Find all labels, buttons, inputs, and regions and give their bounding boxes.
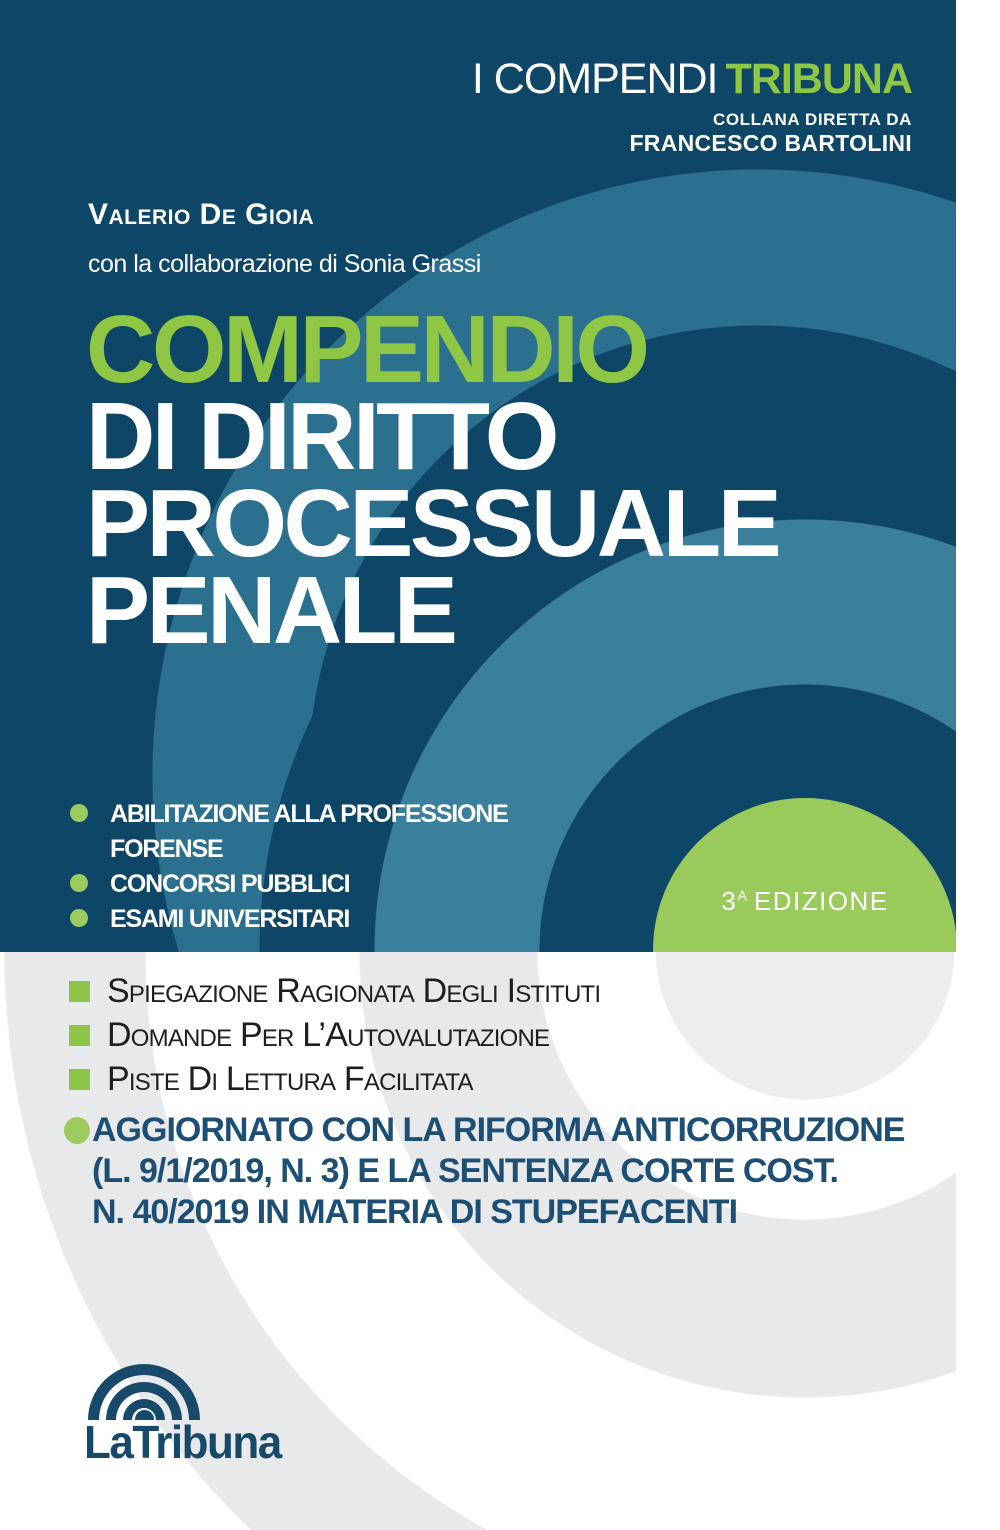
- edition-badge: [653, 798, 956, 952]
- list-item: [69, 972, 600, 1016]
- edition-superscript: A: [737, 888, 747, 905]
- book-title: [86, 296, 779, 664]
- publisher-name: LaTribuna: [84, 1417, 281, 1469]
- list-item: [70, 871, 508, 906]
- feature-label: Domande Per L’Autovalutazione: [107, 1016, 550, 1054]
- list-item: [70, 906, 508, 941]
- list-item: [69, 1060, 600, 1104]
- series-title: [472, 54, 912, 104]
- book-title-line-1: COMPENDIO: [86, 296, 647, 403]
- update-note-line: AGGIORNATO CON LA RIFORMA ANTICORRUZIONE: [92, 1111, 905, 1149]
- bullet-dot-icon: [70, 874, 88, 892]
- feature-label: Spiegazione Ragionata Degli Istituti: [107, 972, 601, 1010]
- list-item-label: FORENSE: [110, 835, 223, 863]
- series-director: FRANCESCO BARTOLINI: [629, 130, 912, 156]
- features-list: [69, 972, 600, 1104]
- update-note: [64, 1110, 904, 1233]
- bullet-dot-icon: [70, 804, 88, 822]
- update-note-line: (L. 9/1/2019, N. 3) E LA SENTENZA CORTE COST.: [92, 1152, 838, 1190]
- list-item-label: ESAMI UNIVERSITARI: [110, 905, 350, 933]
- series-header: [472, 54, 912, 156]
- update-note-line: N. 40/2019 IN MATERIA DI STUPEFACENTI: [92, 1193, 738, 1231]
- bullet-square-icon: [69, 1069, 90, 1090]
- update-note-text: [92, 1110, 904, 1233]
- list-item: [70, 836, 508, 871]
- author-collaboration: con la collaborazione di Sonia Grassi: [88, 250, 481, 278]
- list-item: [69, 1016, 600, 1060]
- author-name: Valerio De Gioia: [88, 198, 315, 231]
- bullet-dot-icon: [64, 1117, 90, 1144]
- bullet-square-icon: [69, 1025, 90, 1046]
- book-title-line-3: PROCESSUALE: [86, 470, 779, 577]
- radio-waves-icon: [88, 1364, 200, 1420]
- series-name: I COMPENDI: [471, 55, 718, 103]
- edition-number: 3: [721, 886, 738, 916]
- list-item-label: ABILITAZIONE ALLA PROFESSIONE: [110, 800, 508, 828]
- list-item: [70, 801, 508, 836]
- bullet-square-icon: [69, 981, 90, 1002]
- bullet-dot-icon: [70, 909, 88, 927]
- audience-list: [70, 801, 508, 941]
- book-title-line-2: DI DIRITTO: [86, 383, 556, 490]
- series-subtitle: COLLANA DIRETTA DA: [712, 110, 912, 129]
- feature-label: Piste Di Lettura Facilitata: [107, 1060, 473, 1098]
- edition-badge-label: [653, 886, 956, 917]
- series-brand: TRIBUNA: [725, 55, 912, 103]
- book-title-line-4: PENALE: [86, 557, 455, 664]
- list-item-label: CONCORSI PUBBLICI: [110, 870, 350, 898]
- edition-word: EDIZIONE: [753, 886, 889, 916]
